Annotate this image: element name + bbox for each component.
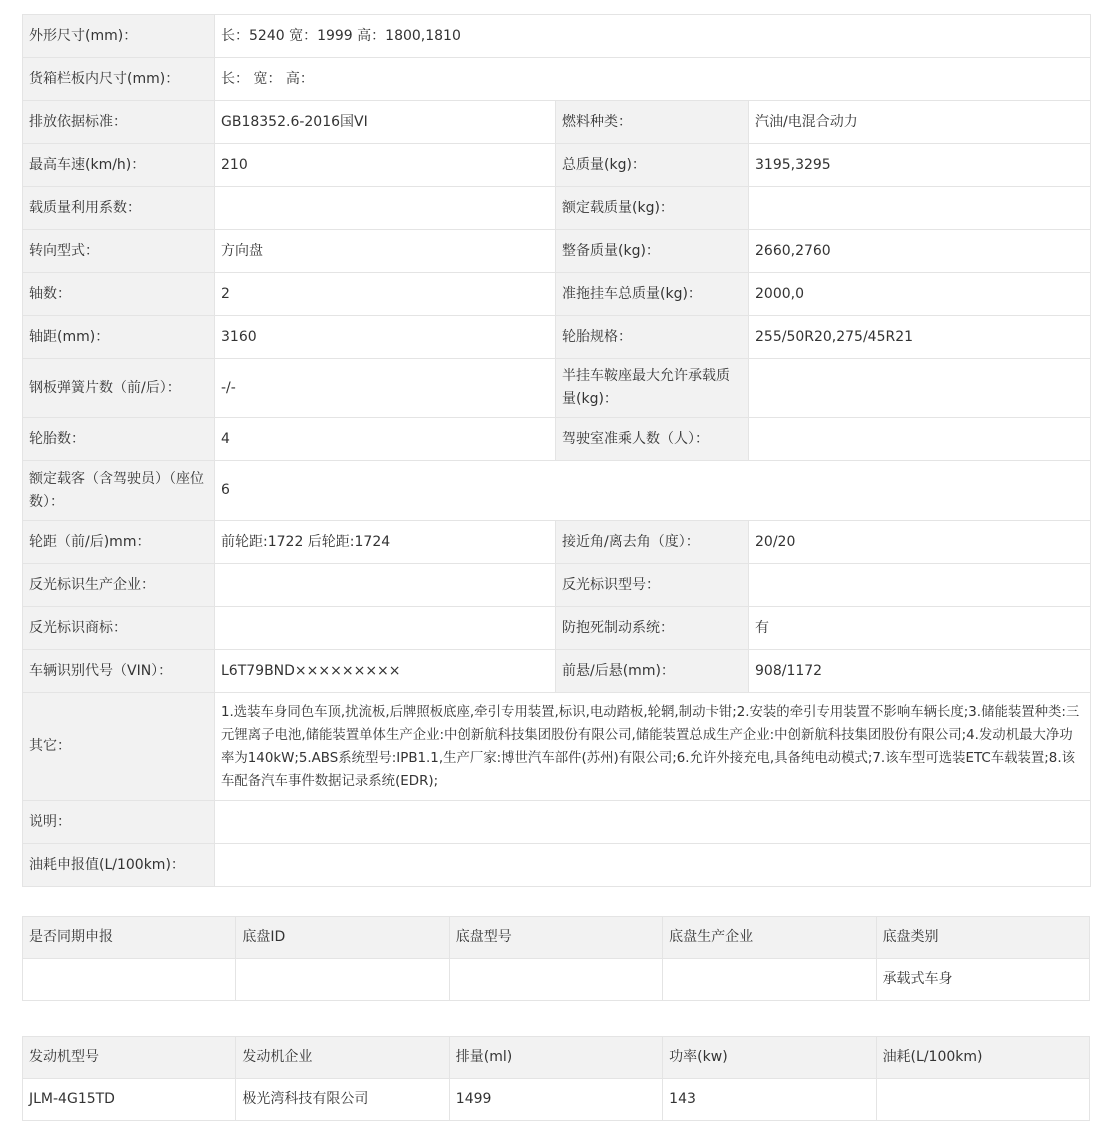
fuel-value: 汽油/电混合动力: [749, 101, 1091, 144]
table-row: [23, 144, 1091, 187]
dims-value: 长：5240 宽：1999 高：1800,1810: [215, 15, 1091, 58]
engine-table: [22, 1036, 1090, 1121]
reflector-model-value: [749, 564, 1091, 607]
tires-label: 轮胎数：: [23, 418, 215, 461]
wheelbase-value: 3160: [215, 316, 556, 359]
spring-value: -/-: [215, 359, 556, 418]
table-row: [23, 316, 1091, 359]
vehicle-params-table: [22, 14, 1091, 887]
chassis-cell-model: [449, 959, 662, 1001]
overhang-value: 908/1172: [749, 650, 1091, 693]
table-row: [23, 1079, 1090, 1121]
track-label: 轮距（前/后)mm：: [23, 521, 215, 564]
engine-cell-displacement: 1499: [449, 1079, 662, 1121]
engine-header-power: 功率(kw): [663, 1037, 876, 1079]
vin-label: 车辆识别代号（VIN）：: [23, 650, 215, 693]
track-value: 前轮距:1722 后轮距:1724: [215, 521, 556, 564]
cargo-value: 长： 宽： 高：: [215, 58, 1091, 101]
note-value: [215, 801, 1091, 844]
chassis-header-sync: 是否同期申报: [23, 917, 236, 959]
engine-header-maker: 发动机企业: [236, 1037, 449, 1079]
seats-label: 额定载客（含驾驶员）（座位数）：: [23, 461, 215, 521]
table-row: [23, 15, 1091, 58]
axles-value: 2: [215, 273, 556, 316]
engine-header-model: 发动机型号: [23, 1037, 236, 1079]
table-row: [23, 58, 1091, 101]
total-mass-label: 总质量(kg)：: [556, 144, 749, 187]
engine-cell-fuel: [876, 1079, 1089, 1121]
reflector-maker-label: 反光标识生产企业：: [23, 564, 215, 607]
table-row: [23, 650, 1091, 693]
emission-label: 排放依据标准：: [23, 101, 215, 144]
chassis-header-model: 底盘型号: [449, 917, 662, 959]
engine-header-fuel: 油耗(L/100km): [876, 1037, 1089, 1079]
saddle-label: 半挂车鞍座最大允许承载质量(kg)：: [556, 359, 749, 418]
engine-cell-power: 143: [663, 1079, 876, 1121]
table-row: [23, 564, 1091, 607]
table-row: [23, 273, 1091, 316]
engine-cell-model: JLM-4G15TD: [23, 1079, 236, 1121]
curb-mass-value: 2660,2760: [749, 230, 1091, 273]
table-row: [23, 521, 1091, 564]
overhang-label: 前悬/后悬(mm)：: [556, 650, 749, 693]
table-header-row: [23, 917, 1090, 959]
cab-seats-label: 驾驶室准乘人数（人）：: [556, 418, 749, 461]
table-row: [23, 418, 1091, 461]
table-row: [23, 461, 1091, 521]
chassis-cell-sync: [23, 959, 236, 1001]
table-header-row: [23, 1037, 1090, 1079]
tire-spec-value: 255/50R20,275/45R21: [749, 316, 1091, 359]
chassis-cell-id: [236, 959, 449, 1001]
table-row: [23, 101, 1091, 144]
seats-value: 6: [215, 461, 1091, 521]
spring-label: 钢板弹簧片数（前/后）：: [23, 359, 215, 418]
engine-cell-maker: 极光湾科技有限公司: [236, 1079, 449, 1121]
chassis-cell-type: 承载式车身: [876, 959, 1089, 1001]
abs-label: 防抱死制动系统：: [556, 607, 749, 650]
tire-spec-label: 轮胎规格：: [556, 316, 749, 359]
table-row: [23, 607, 1091, 650]
table-row: [23, 187, 1091, 230]
axles-label: 轴数：: [23, 273, 215, 316]
tow-mass-label: 准拖挂车总质量(kg)：: [556, 273, 749, 316]
other-label: 其它：: [23, 693, 215, 801]
table-row: [23, 693, 1091, 801]
dims-label: 外形尺寸(mm)：: [23, 15, 215, 58]
load-coef-value: [215, 187, 556, 230]
tires-value: 4: [215, 418, 556, 461]
table-row: [23, 359, 1091, 418]
chassis-header-maker: 底盘生产企业: [663, 917, 876, 959]
cargo-label: 货箱栏板内尺寸(mm)：: [23, 58, 215, 101]
chassis-table: [22, 916, 1090, 1001]
other-value: 1.选装车身同色车顶,扰流板,后牌照板底座,牵引专用装置,标识,电动踏板,轮辋,制动卡钳;2.安装的牵引专用装置不影响车辆长度;3.储能装置种类:三元锂离子电池,储能装置单体生产企业:中创新航科技集团股份有限公司,储能装置总成生产企业:中创新航科技集团股份有限公司;4.发动机最大净功率为140kW;5.ABS系统型号:IPB1.1,生产厂家:博世汽车部件(苏州)有限公司;6.允许外接充电,具备纯电动模式;7.该车型可选装ETC车载装置;8.该车配备汽车事件数据记录系统(EDR);: [215, 693, 1091, 801]
reflector-brand-value: [215, 607, 556, 650]
angle-value: 20/20: [749, 521, 1091, 564]
reflector-maker-value: [215, 564, 556, 607]
fuel-label: 燃料种类：: [556, 101, 749, 144]
emission-value: GB18352.6-2016国VI: [215, 101, 556, 144]
rated-load-label: 额定载质量(kg)：: [556, 187, 749, 230]
wheelbase-label: 轴距(mm)：: [23, 316, 215, 359]
angle-label: 接近角/离去角（度）：: [556, 521, 749, 564]
table-row: [23, 230, 1091, 273]
load-coef-label: 载质量利用系数：: [23, 187, 215, 230]
vin-value: L6T79BND×××××××××: [215, 650, 556, 693]
table-row: [23, 844, 1091, 887]
abs-value: 有: [749, 607, 1091, 650]
speed-value: 210: [215, 144, 556, 187]
steering-label: 转向型式：: [23, 230, 215, 273]
fuel-consumption-label: 油耗申报值(L/100km)：: [23, 844, 215, 887]
total-mass-value: 3195,3295: [749, 144, 1091, 187]
rated-load-value: [749, 187, 1091, 230]
speed-label: 最高车速(km/h)：: [23, 144, 215, 187]
chassis-cell-maker: [663, 959, 876, 1001]
tow-mass-value: 2000,0: [749, 273, 1091, 316]
chassis-header-type: 底盘类别: [876, 917, 1089, 959]
table-row: [23, 959, 1090, 1001]
curb-mass-label: 整备质量(kg)：: [556, 230, 749, 273]
steering-value: 方向盘: [215, 230, 556, 273]
reflector-model-label: 反光标识型号：: [556, 564, 749, 607]
table-row: [23, 801, 1091, 844]
chassis-header-id: 底盘ID: [236, 917, 449, 959]
engine-header-displacement: 排量(ml): [449, 1037, 662, 1079]
cab-seats-value: [749, 418, 1091, 461]
reflector-brand-label: 反光标识商标：: [23, 607, 215, 650]
note-label: 说明：: [23, 801, 215, 844]
fuel-consumption-value: [215, 844, 1091, 887]
saddle-value: [749, 359, 1091, 418]
